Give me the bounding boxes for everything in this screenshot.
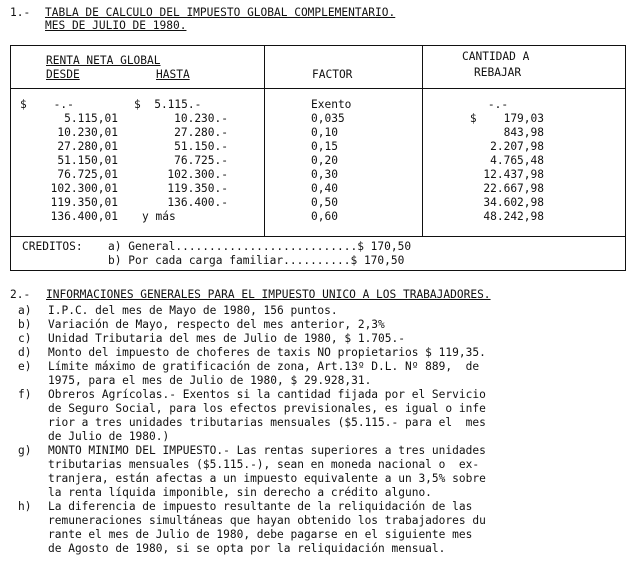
- info-item-line: MONTO MINIMO DEL IMPUESTO.- Las rentas superiores a tres unidades: [48, 444, 486, 457]
- cell-factor: 0,60: [311, 210, 338, 223]
- info-item-line: Variación de Mayo, respecto del mes anterior, 2,3%: [48, 318, 385, 331]
- cell-factor: 0,50: [311, 196, 338, 209]
- info-item-letter: b): [18, 318, 32, 331]
- info-item-line: Límite máximo de gratificación de zona, Art.13º D.L. Nº 889, de: [48, 360, 480, 373]
- section2-number: 2.-: [10, 288, 31, 301]
- cell-desde: $ -.-: [20, 98, 74, 111]
- info-item-line: de Julio de 1980.): [48, 430, 170, 443]
- info-item-letter: g): [18, 444, 32, 457]
- column-cantidad: [452, 98, 544, 224]
- cell-desde: 102.300,01: [50, 182, 118, 195]
- cell-factor: 0,035: [311, 112, 345, 125]
- table-header-divider: [10, 88, 626, 89]
- info-item-line: La diferencia de impuesto resultante de la reliquidación de las: [48, 500, 473, 513]
- column-factor: [311, 98, 401, 224]
- section2-title: INFORMACIONES GENERALES PARA EL IMPUESTO UNICO A LOS TRABAJADORES.: [46, 288, 491, 301]
- cell-desde: 27.280,01: [57, 140, 118, 153]
- cell-desde: 136.400,01: [50, 210, 118, 223]
- creditos-label: CREDITOS:: [22, 240, 83, 253]
- cell-desde: 76.725,01: [57, 168, 118, 181]
- section1-subtitle: MES DE JULIO DE 1980.: [45, 19, 187, 32]
- info-item-line: Obreros Agrícolas.- Exentos si la cantidad fijada por el Servicio: [48, 388, 486, 401]
- cell-cantidad: 4.765,48: [490, 154, 544, 167]
- info-item-letter: a): [18, 304, 32, 317]
- column-desde: [20, 98, 118, 224]
- cell-desde: 51.150,01: [57, 154, 118, 167]
- info-item-letter: c): [18, 332, 32, 345]
- cell-desde: 10.230,01: [57, 126, 118, 139]
- cell-hasta: 136.400.-: [167, 196, 228, 209]
- cell-cantidad: 48.242,98: [483, 210, 544, 223]
- cell-hasta: 76.725.-: [174, 154, 228, 167]
- credito-general: a) General...........................$ 170,50: [108, 240, 412, 253]
- info-item-letter: h): [18, 500, 32, 513]
- column-hasta: [134, 98, 228, 224]
- info-item-line: Unidad Tributaria del mes de Julio de 1980, $ 1.705.-: [48, 332, 405, 345]
- info-item-line: rante el mes de Julio de 1980, debe pagarse en el siguiente mes: [48, 528, 473, 541]
- header-rebajar: REBAJAR: [474, 66, 522, 79]
- header-factor: FACTOR: [312, 68, 353, 81]
- cell-cantidad: 12.437,98: [483, 168, 544, 181]
- cell-cantidad: -.-: [487, 98, 509, 111]
- cell-hasta: 10.230.-: [174, 112, 228, 125]
- header-renta-neta: RENTA NETA GLOBAL: [46, 54, 161, 67]
- cell-factor: Exento: [311, 98, 352, 111]
- cell-cantidad: 34.602,98: [483, 196, 544, 209]
- table-body-divider: [10, 236, 626, 237]
- info-item-line: rior a tres unidades tributarias mensuales ($5.115.- para el mes: [48, 416, 486, 429]
- info-item-line: tranjera, están afectas a un impuesto equivalente a un 3,5% sobre: [48, 472, 486, 485]
- cell-factor: 0,15: [311, 140, 338, 153]
- cell-hasta: $ 5.115.-: [134, 98, 202, 111]
- section1-title: TABLA DE CALCULO DEL IMPUESTO GLOBAL COMPLEMENTARIO.: [45, 6, 396, 19]
- cell-hasta: y más: [142, 210, 176, 223]
- cell-hasta: 102.300.-: [167, 168, 228, 181]
- cell-hasta: 27.280.-: [174, 126, 228, 139]
- cell-hasta: 51.150.-: [174, 140, 228, 153]
- header-desde: DESDE: [46, 68, 80, 81]
- info-item-line: la renta líquida imponible, sin derecho a crédito alguno.: [48, 486, 432, 499]
- info-item-line: Monto del impuesto de choferes de taxis NO propietarios $ 119,35.: [48, 346, 486, 359]
- cell-factor: 0,10: [311, 126, 338, 139]
- cell-desde: 119.350,01: [50, 196, 118, 209]
- cell-factor: 0,40: [311, 182, 338, 195]
- info-item-letter: d): [18, 346, 32, 359]
- credito-carga-familiar: b) Por cada carga familiar..........$ 170,50: [108, 254, 405, 267]
- cell-cantidad: 2.207,98: [490, 140, 544, 153]
- table-col-divider-1: [264, 45, 265, 236]
- info-item-letter: e): [18, 360, 32, 373]
- info-item-letter: f): [18, 388, 32, 401]
- header-cantidad: CANTIDAD A: [462, 50, 530, 63]
- table-col-divider-2: [422, 45, 423, 236]
- info-item-line: remuneraciones simultáneas que hayan obtenido los trabajadores du: [48, 514, 486, 527]
- info-item-line: de Agosto de 1980, si se opta por la reliquidación mensual.: [48, 542, 446, 555]
- info-item-line: de Seguro Social, para los efectos previsionales, es igual o infe: [48, 402, 486, 415]
- cell-hasta: 119.350.-: [167, 182, 228, 195]
- info-item-line: tributarias mensuales ($5.115.-), sean en moneda nacional o ex-: [48, 458, 480, 471]
- cell-factor: 0,20: [311, 154, 338, 167]
- cell-factor: 0,30: [311, 168, 338, 181]
- cell-cantidad: 22.667,98: [483, 182, 544, 195]
- cell-desde: 5.115,01: [64, 112, 118, 125]
- header-hasta: HASTA: [156, 68, 190, 81]
- info-item-line: 1975, para el mes de Julio de 1980, $ 29.928,31.: [48, 374, 372, 387]
- info-item-line: I.P.C. del mes de Mayo de 1980, 156 puntos.: [48, 304, 338, 317]
- cell-cantidad: $ 179,03: [469, 112, 544, 125]
- cell-cantidad: 843,98: [503, 126, 544, 139]
- section1-number: 1.-: [10, 6, 31, 19]
